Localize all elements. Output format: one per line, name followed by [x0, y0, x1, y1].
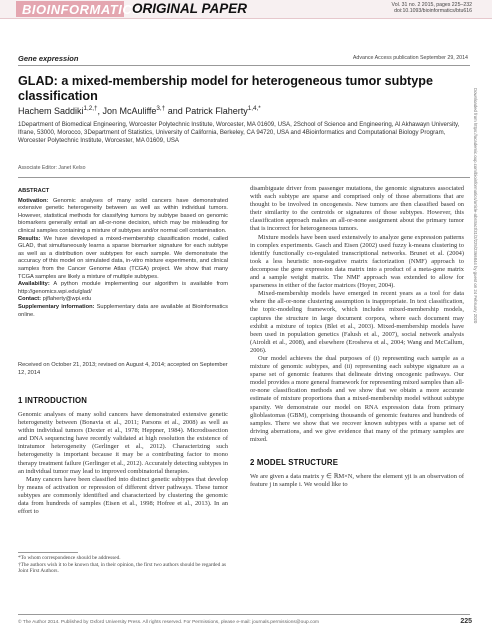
- side-download-note: [473, 88, 483, 568]
- abstract: [18, 188, 228, 319]
- paper-type: ORIGINAL PAPER: [132, 1, 248, 16]
- right-paragraph-1: disambiguate driver from passenger mutations, the genomic signatures associated with each subtype are sparse and comprised only of those aberrations that are thought to be involved in oncogenesis. New tumors are then classified based on their similarity to the centroids or signatures of those subtypes. However, this classification approach makes an all-or-none assignment about the primary tumor that is incorrect for heterogeneous tumors.: [250, 185, 464, 233]
- top-rule: [18, 65, 470, 66]
- right-paragraph-2: Mixture models have been used extensively to analyze gene expression patterns in complex experiments. Gasch and Eisen (2002) used fuzzy k-means clustering to identify functionally co-regulated transcriptional networks. Brunet et al. (2004) took a less heuristic non-negative matrix factorization (NMF) approach to decompose the gene expression data matrix into a product of a meta-gene matrix and a sample weight matrix. The NMF approach was extended to allow for sparseness in either of the factor matrices (Hoyer, 2004).: [250, 233, 464, 290]
- intro-paragraph-1: Genomic analyses of many solid cancers have demonstrated extensive genetic heterogeneity between (Bonavia et al., 2011; Parsons et al., 2008) as well as within individual tumors (Dexter et al., 1978; Heppner, 1984). Microdissection and DNA sequencing have recently validated at high resolution the existence of intratumor heterogeneity (Gerlinger et al., 2012). Characterizing such heterogeneity is important because it may be a contributing factor to mono therapy treatment failure (Gerlinger et al., 2012). Accurately detecting subtypes in an individual tumor may lead to improved combinatorial therapies.: [18, 411, 228, 475]
- intro-heading: 1 INTRODUCTION: [18, 396, 88, 405]
- model-heading: 2 MODEL STRUCTURE: [250, 458, 339, 467]
- copyright-footer: © The Author 2014. Published by Oxford University Press. All rights reserved. For Permissions, please e-mail: journals.permissions@oup.com: [18, 620, 320, 625]
- affiliations: 1Department of Biomedical Engineering, Worcester Polytechnic Institute, Worcester, MA 01609, USA, 2School of Science and Engineering, Al Akhawayn University, Ifrane, 53000, Morocco, 3Department of Statistics, University of California, Berkeley, CA 94720, USA and 4Bioinformatics and Computational Biology Program, Worcester Polytechnic Institute, Worcester, MA 01609, USA: [18, 121, 460, 145]
- volume-info: [392, 2, 472, 14]
- introduction-section: [18, 396, 228, 516]
- abstract-contact: Contact: pjflaherty@wpi.edu: [18, 296, 92, 303]
- journal-brand: BIOINFORMATICS: [22, 2, 142, 17]
- volume-line: Vol. 31 no. 2 2015, pages 225–232: [391, 2, 472, 8]
- model-paragraph-1: We are given a data matrix y ∈ ℝM×N, where the element yji is an observation of feature j in sample i. We would like to: [250, 473, 464, 489]
- abstract-motivation: Motivation: Genomic analyses of many solid cancers have demonstrated extensive genetic heterogeneity between as well as within individual tumors. However, statistical methods for classifying tumors by subtype based on genomic biomarkers generally entail an all-or-none decision, which may be misleading for clinical samples containing a mixture of subtypes and/or normal cell contamination.: [18, 197, 228, 234]
- associate-editor: Associate Editor: Janet Kelso: [18, 165, 86, 171]
- author-list: Hachem Saddiki$^{1,2,\dagger}$, Jon McAuliffe$^{3,\dagger}$ and Patrick Flaherty$^{1,4,*}$: [18, 105, 261, 116]
- abstract-availability: Availability: A python module implementing our algorithm is available from http://genomics.wpi.edu/glad/: [18, 281, 228, 295]
- abstract-results: Results: We have developed a mixed-membership classification model, called GLAD, that simultaneously learns a sparse biomarker signature for each subtype as well as a distribution over subtypes for each sample. We demonstrate the accuracy of this model on simulated data, in-vitro mixture experiments, and clinical samples from the Cancer Genome Atlas (TCGA) project. We show that many TCGA samples are likely a mixture of multiple subtypes.: [18, 235, 228, 280]
- abstract-supplementary: Supplementary information: Supplementary data are available at Bioinformatics online.: [18, 303, 228, 318]
- right-paragraph-4: Our model achieves the dual purposes of (i) representing each sample as a mixture of genomic subtypes, and (ii) representing each subtype signature as a sparse set of genomic features that delineate driving oncogenic pathways. Our model provides a more general framework for representing mixed samples than all-or-none classification methods and we show that we obtain a more accurate estimate of mixture proportions than a mixed-membership model without subtype sparsity. We demonstrate our model on RNA expression data from primary glioblastomas (GBM), comprising thousands of genomic features and hundreds of samples. There we show that we recover known subtypes with a sparse set of driving aberrations, and we give evidence that many of the primary samples are mixed.: [250, 354, 464, 443]
- received-dates: Received on October 21, 2013; revised on August 4, 2014; accepted on September 12, 2014: [18, 362, 228, 376]
- doi-line[interactable]: doi:10.1093/bioinformatics/btu616: [394, 8, 472, 15]
- contact-email[interactable]: pjflaherty@wpi.edu: [42, 296, 92, 303]
- mid-rule: [18, 177, 470, 178]
- right-paragraph-3: Mixed-membership models have emerged in recent years as a tool for data where the all-or-none clustering assumption is inappropriate. In text classification, the topic-modeling framework, which includes mixed-membership models, captures the structure in large document corpora, where each document may exhibit a mixture of topics (Blei et al., 2003). Mixed-membership models have been used in population genetics (Falush et al., 2007), social network analysis (Airoldi et al., 2008), and elsewhere (Erosheva et al., 2004; Wang and McCallum, 2006).: [250, 290, 464, 354]
- paper-title: GLAD: a mixed-membership model for heterogeneous tumor subtype classification: [18, 74, 433, 103]
- section-tag: Gene expression: [18, 54, 79, 63]
- page-number: 225: [460, 618, 472, 625]
- intro-paragraph-2: Many cancers have been classified into distinct genetic subtypes that develop by means of activation or repression of different driver pathways. These tumor subtypes are commonly identified and characterized by clustering the genomic data from hundreds of samples (Eisen et al., 1998; Hofree et al., 2013). In an effort to: [18, 475, 228, 516]
- right-column: [250, 185, 464, 489]
- footnote-rule: [18, 552, 78, 553]
- abstract-label: ABSTRACT: [18, 188, 50, 194]
- side-note-text: Downloaded from https://academic.oup.com/bioinformatics/article-abstract/31/2/225/2366844 by guest on 24 February 2020: [473, 88, 478, 324]
- footnote-joint-authors: †The authors wish it to be known that, in their opinion, the first two authors should be regarded as Joint First Authors.: [18, 561, 227, 575]
- footnote-correspondence: *To whom correspondence should be addressed.: [18, 555, 121, 561]
- footer-rule: [18, 614, 470, 615]
- footnotes: [18, 555, 230, 575]
- advance-access-note: Advance Access publication September 29, 2014: [352, 55, 468, 61]
